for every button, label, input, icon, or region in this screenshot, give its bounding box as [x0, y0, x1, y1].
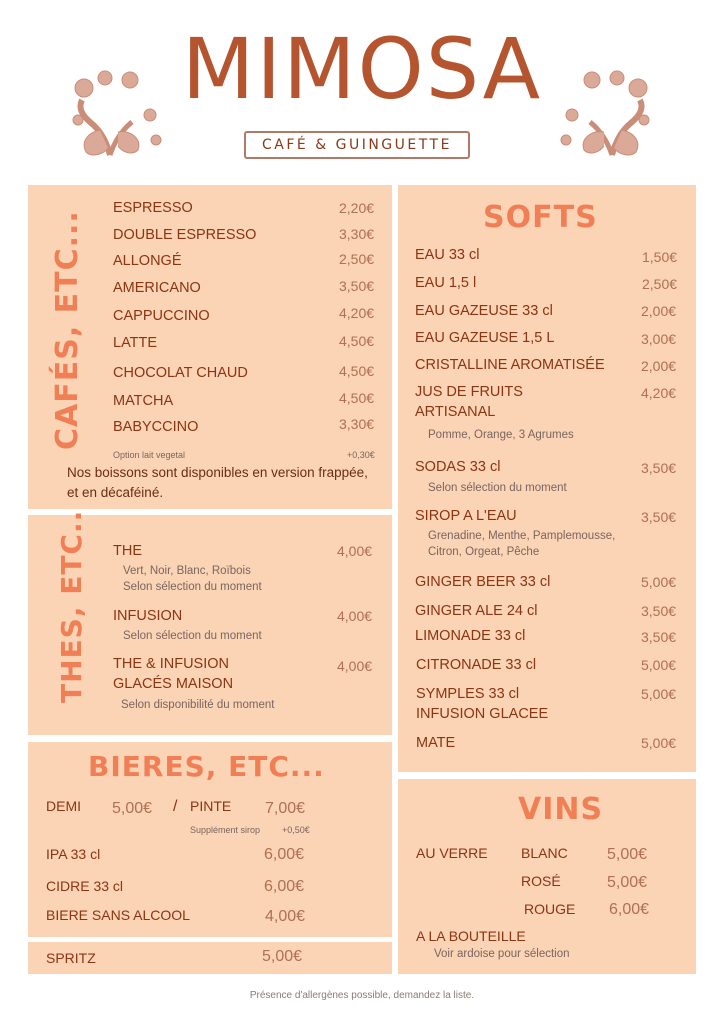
item-description: Selon sélection du moment [123, 581, 262, 593]
menu-item: CITRONADE 33 cl [416, 657, 537, 673]
cafes-note-line2: et en décaféiné. [67, 485, 164, 500]
item-description: Voir ardoise pour sélection [434, 948, 570, 960]
item-price: 3,50€ [339, 278, 375, 294]
menu-item: CRISTALLINE AROMATISÉE [415, 357, 605, 373]
menu-item: BIERE SANS ALCOOL [46, 907, 190, 923]
item-price: 4,00€ [337, 543, 373, 559]
menu-item: CIDRE 33 cl [46, 878, 124, 894]
menu-item: ESPRESSO [113, 200, 193, 216]
page-title: MIMOSA [181, 20, 543, 118]
item-price: 6,00€ [264, 846, 305, 863]
item-price: 3,50€ [641, 603, 677, 619]
menu-item: EAU GAZEUSE 1,5 L [415, 330, 555, 346]
bieres-heading: BIERES, ETC... [88, 750, 325, 783]
item-price: 1,50€ [642, 249, 678, 265]
menu-item: LATTE [113, 335, 158, 351]
item-price: 3,30€ [339, 416, 375, 432]
item-price: 2,00€ [641, 303, 677, 319]
item-description: Pomme, Orange, 3 Agrumes [428, 429, 574, 441]
menu-item: DOUBLE ESPRESSO [113, 227, 257, 243]
softs-panel [398, 185, 696, 772]
item-price: 4,00€ [265, 908, 306, 925]
menu-item: INFUSION [113, 608, 183, 624]
item-price: 5,00€ [607, 874, 648, 891]
item-price: 3,00€ [641, 331, 677, 347]
pinte-label: PINTE [190, 798, 232, 814]
item-price: 2,20€ [339, 200, 375, 216]
slash-separator: / [173, 798, 178, 815]
footer-note: Présence d'allergènes possible, demandez la liste. [249, 990, 475, 1001]
item-price: 5,00€ [641, 574, 677, 590]
a-la-bouteille-label: A LA BOUTEILLE [416, 928, 526, 944]
flower-ornament-right-icon [552, 60, 662, 165]
menu-item: EAU 33 cl [415, 247, 480, 263]
pinte-price: 7,00€ [265, 800, 306, 817]
menu-item: CHOCOLAT CHAUD [113, 365, 248, 381]
menu-item-line2: GLACÉS MAISON [113, 676, 234, 692]
menu-item: SYMPLES 33 cl [416, 686, 520, 702]
menu-item: CAPPUCCINO [113, 308, 210, 324]
item-price: 4,20€ [339, 305, 375, 321]
item-price: 4,50€ [339, 363, 375, 379]
menu-item: SODAS 33 cl [415, 459, 501, 475]
item-description: Selon sélection du moment [123, 630, 262, 642]
item-price: 3,50€ [641, 629, 677, 645]
item-description: Vert, Noir, Blanc, Roïbois [123, 565, 251, 577]
item-price: 6,00€ [264, 878, 305, 895]
menu-item: ALLONGÉ [113, 253, 182, 269]
menu-item-line2: ARTISANAL [415, 404, 496, 420]
menu-item: AMERICANO [113, 280, 201, 296]
menu-item: ROUGE [524, 901, 576, 917]
item-price: 4,00€ [337, 608, 373, 624]
menu-item: GINGER BEER 33 cl [415, 574, 551, 590]
sirop-label: Supplément sirop [190, 825, 261, 835]
item-price: 5,00€ [641, 735, 677, 751]
sirop-price: +0,50€ [282, 825, 310, 835]
item-price: 5,00€ [607, 846, 648, 863]
item-description: Grenadine, Menthe, Pamplemousse, [428, 530, 616, 542]
item-price: 5,00€ [641, 686, 677, 702]
menu-item: ROSÉ [521, 873, 561, 889]
menu-item: LIMONADE 33 cl [415, 628, 526, 644]
item-price: 2,50€ [339, 251, 375, 267]
menu-item-line2: INFUSION GLACEE [416, 706, 549, 722]
item-price: 4,50€ [339, 333, 375, 349]
menu-item: THE & INFUSION [113, 656, 230, 672]
item-price: 3,30€ [339, 226, 375, 242]
menu-item: EAU 1,5 l [415, 275, 477, 291]
flower-ornament-left-icon [60, 60, 170, 165]
option-label: Option lait vegetal [113, 450, 186, 460]
menu-item: GINGER ALE 24 cl [415, 603, 538, 619]
softs-heading: SOFTS [483, 200, 598, 235]
demi-price: 5,00€ [112, 800, 153, 817]
item-price: 4,00€ [337, 658, 373, 674]
item-price: 4,50€ [339, 390, 375, 406]
menu-item: JUS DE FRUITS [415, 384, 523, 400]
item-description: Selon sélection du moment [428, 482, 567, 494]
cafes-note-line1: Nos boissons sont disponibles en version frappée, [67, 465, 368, 480]
item-price: 3,50€ [641, 460, 677, 476]
spritz-label: SPRITZ [46, 950, 96, 966]
thes-heading: THES, ETC.. [55, 509, 88, 703]
menu-item: BLANC [521, 845, 568, 861]
page-subtitle: CAFÉ & GUINGUETTE [244, 131, 470, 159]
item-price: 2,00€ [641, 358, 677, 374]
menu-item: MATCHA [113, 393, 174, 409]
item-description: Citron, Orgeat, Pêche [428, 546, 540, 558]
option-price: +0,30€ [347, 450, 375, 460]
item-price: 3,50€ [641, 509, 677, 525]
menu-item: MATE [416, 735, 456, 751]
item-price: 6,00€ [609, 901, 650, 918]
menu-item: THE [113, 543, 142, 559]
menu-item: SIROP A L'EAU [415, 508, 517, 524]
au-verre-label: AU VERRE [416, 845, 488, 861]
menu-item: BABYCCINO [113, 419, 199, 435]
cafes-heading: CAFÉS, ETC... [50, 210, 85, 450]
demi-label: DEMI [46, 798, 81, 814]
vins-heading: VINS [518, 792, 604, 827]
menu-item: IPA 33 cl [46, 846, 101, 862]
item-price: 5,00€ [641, 657, 677, 673]
item-description: Selon disponibilité du moment [121, 699, 275, 711]
item-price: 2,50€ [642, 276, 678, 292]
item-price: 4,20€ [641, 385, 677, 401]
spritz-price: 5,00€ [262, 948, 303, 965]
menu-item: EAU GAZEUSE 33 cl [415, 303, 553, 319]
